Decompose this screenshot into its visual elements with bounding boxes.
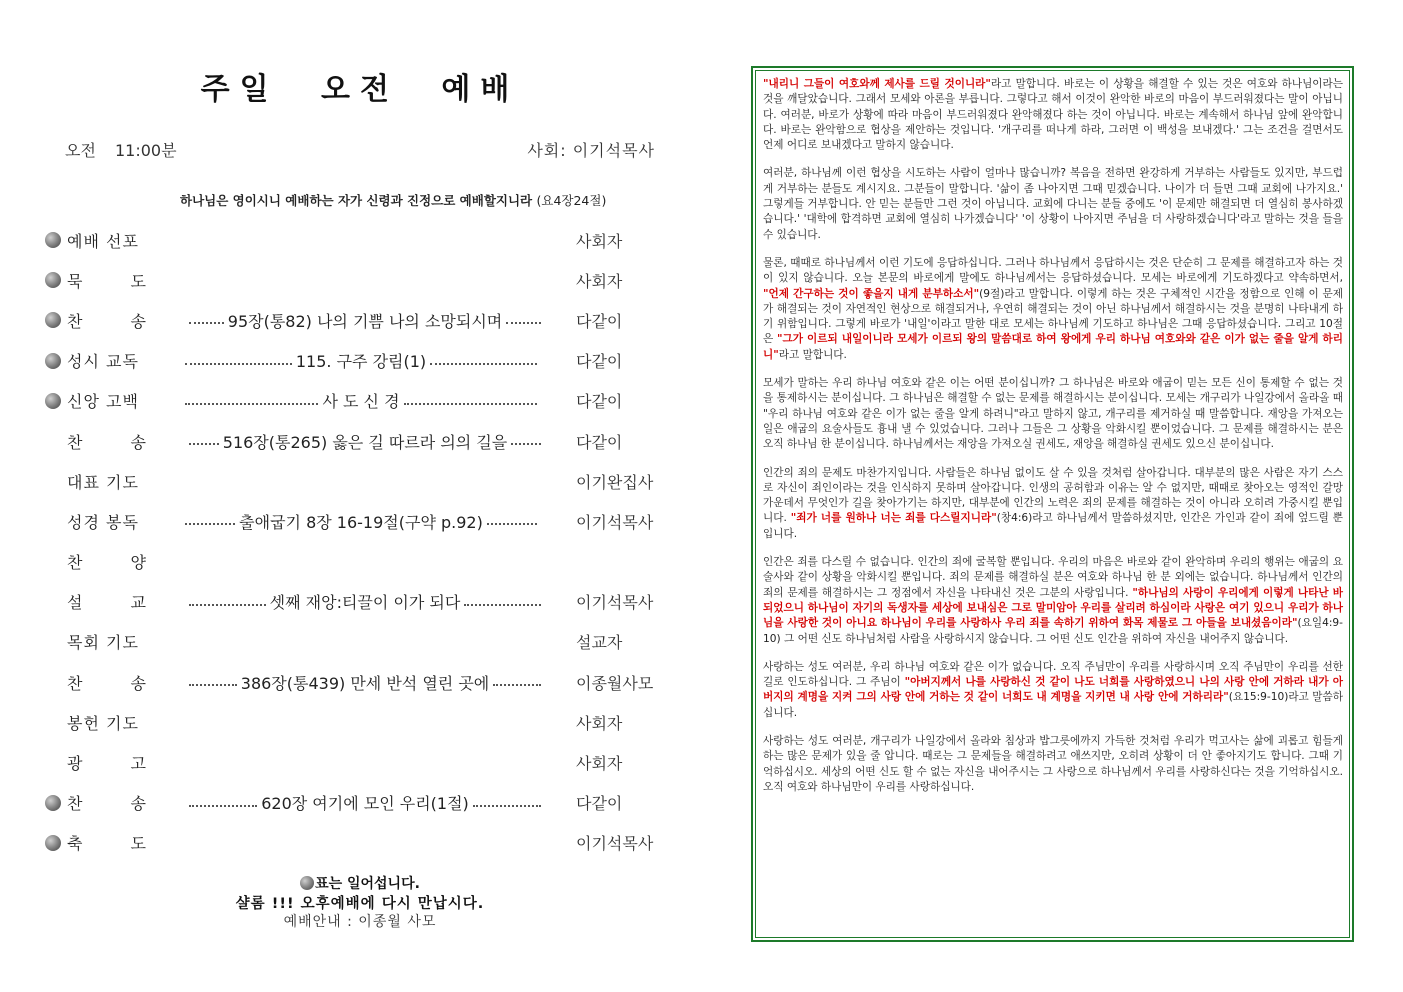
sermon-text-run: (요15:9-10)라고 말씀하십니다.	[763, 691, 1343, 719]
sermon-text-run: 사랑하는 성도 여러분, 개구리가 나일강에서 올라와 침상과 밥그릇에까지 가득한 것처럼 우리가 먹고사는 삶에 괴롭고 힘들게 하는 많은 문제가 있을 줄 압니다. 때로는 그 문제들을 해결하려고 애쓰지만, 오히려 상황이 더 안 좋아지기도 합니다. 그때 기억하십시오. 세상의 어떤 신도 할 수 없는 자신을 내어주시는 그 사랑으로 하나님께서 우리를 사랑하신다는 것을 기억하십시오. 오직 여호와 하나님만이 우리를 사랑하십니다.	[763, 734, 1343, 793]
sermon-paragraph	[763, 256, 1343, 363]
order-item-name: 찬 송	[67, 432, 147, 452]
order-item-leader: 다같이	[576, 794, 623, 814]
order-item-name: 신앙 고백	[67, 392, 139, 412]
sermon-paragraph	[763, 734, 1343, 795]
sermon-text	[755, 70, 1350, 938]
order-item	[45, 582, 675, 622]
sermon-text-run: (9절)라고 말합니다. 이렇게 하는 것은 구체적인 시간을 정함으로 인해 이 문제가 해결되는 것이 자연적인 현상으로 해결되거나, 우연히 해결되는 것이 아닌 하나님께서 해결하시는 것을 분명히 나타내게 하기 위함입니다. 그렇게 바로가 '내일'이라고 말한 대로 모세는 하나님께 기도하고 하나님은 그때 응답하셨습니다. 그리고 10절은	[763, 287, 1343, 346]
sermon-paragraph	[763, 376, 1343, 452]
order-item-text: 115. 구주 강림(1)	[295, 352, 427, 372]
order-item	[45, 823, 675, 863]
sermon-text-run: 인간은 죄를 다스릴 수 없습니다. 인간의 죄에 굴복할 뿐입니다. 우리의 마음은 바로와 같이 완악하며 우리의 행위는 애굽의 요술사와 같이 상황을 악화시킬 뿐입니다. 죄의 문제를 해결하실 분은 여호와 하나님 한 분 외에는 없습니다. 하나님께서 인간의 죄의 문제를 해결하시는 그 정점에서 자신을 나타내신 것은 그분의 사랑입니다.	[763, 556, 1343, 599]
sermon-paragraph	[763, 555, 1343, 647]
scripture-quote: "그가 이르되 내일이니라 모세가 이르되 왕의 말씀대로 하여 왕에게 우리 하나님 여호와와 같은 이가 없는 줄을 알게 하리니"	[763, 333, 1343, 361]
leader-dots	[506, 322, 541, 324]
order-item-detail	[181, 480, 541, 482]
order-item-leader: 이기완집사	[576, 472, 654, 492]
sermon-text-run: 물론, 때때로 하나님께서 이런 기도에 응답하십니다. 그러나 하나님께서 응답하시는 것은 단순히 그 문제를 해결하고자 하는 것이 있지 않습니다. 오늘 본문의 바로에게 말에도 하나님께서는 응답하셨습니다. 모세는 바로에게 기도하겠다고 약속하면서,	[763, 256, 1343, 285]
order-item-text: 사 도 신 경	[322, 392, 400, 412]
order-item-detail	[185, 279, 545, 281]
sermon-text-run: 여러분, 하나님께 이런 협상을 시도하는 사람이 얼마나 많습니까? 복음을 전하면 완강하게 거부하는 사람들도 있지만, 부드럽게 거부하는 분들도 계시지요. 그분들이 말합니다. '삶이 좀 나아지면 그때 믿겠습니다. 나이가 더 들면 그때 교회에 나가지요.' 그렇게들 거부합니다. 안 믿는 분들만 그런 것이 아닙니다. 교회에 다니는 분들 중에도 '이 문제만 해결되면 더 열심히 봉사하겠습니다.' '대학에 합격하면 교회에 열심히 나가겠습니다' '이 상황이 나아지면 주님을 더 사랑하겠습니다'라고 말하는 것을 들을 수 있습니다.	[763, 167, 1343, 241]
order-item-name: 광 고	[67, 754, 147, 774]
sermon-paragraph	[763, 77, 1343, 153]
leader-dots	[185, 523, 235, 525]
leader-dots	[464, 604, 541, 606]
leader-dots	[189, 805, 257, 807]
sermon-text-run: 라고 말합니다.	[778, 348, 847, 361]
order-item-detail	[181, 641, 541, 643]
standing-bullet-icon	[300, 876, 314, 890]
order-item-leader: 이종월사모	[576, 673, 654, 693]
order-item-name: 찬 송	[67, 311, 147, 331]
order-item-leader: 이기석목사	[576, 512, 654, 532]
standing-note	[40, 873, 680, 893]
order-item	[45, 461, 675, 501]
order-item-detail	[181, 389, 541, 412]
order-item-leader: 설교자	[576, 633, 623, 653]
order-item	[45, 542, 675, 582]
verse-text: 하나님은 영이시니 예배하는 자가 신령과 진정으로 예배할지니라	[180, 193, 533, 208]
sermon-text-run: (요일4:9-10) 그 어떤 신도 하나님처럼 사람을 사랑하시지 않습니다. 그 어떤 신도 인간을 위하여 자신을 내어주지 않습니다.	[763, 617, 1343, 645]
order-item-leader: 다같이	[576, 432, 623, 452]
order-item-name: 예배 선포	[67, 231, 139, 251]
sermon-text-run: (창4:6)라고 하나님께서 말씀하셨지만, 인간은 가인과 같이 죄에 엎드릴 뿐입니다.	[763, 512, 1343, 540]
order-item-name: 찬 송	[67, 794, 147, 814]
presider: 사회: 이기석목사	[527, 141, 655, 160]
order-item-name: 목회 기도	[67, 633, 139, 653]
standing-bullet-icon	[45, 232, 61, 248]
order-item-detail	[181, 510, 541, 533]
sermon-paragraph	[763, 166, 1343, 242]
farewell-text: 샬롬 !!! 오후예배에 다시 만납시다.	[235, 896, 485, 912]
standing-bullet-icon	[45, 393, 61, 409]
leader-dots	[189, 604, 266, 606]
scripture-quote: "죄가 너를 원하나 너는 죄를 다스릴지니라"	[790, 512, 997, 525]
order-item-leader: 사회자	[576, 754, 623, 774]
order-item-text: 셋째 재앙:티끌이 이가 되다	[269, 593, 461, 613]
order-item-leader: 다같이	[576, 392, 623, 412]
order-item-leader: 사회자	[576, 231, 623, 251]
order-item-leader: 이기석목사	[576, 593, 654, 613]
order-item-name: 찬 송	[67, 673, 147, 693]
page-title: 주일 오전 예배	[200, 72, 520, 107]
leader-dots	[189, 443, 219, 445]
order-item-text: 출애굽기 8장 16-19절(구약 p.92)	[239, 512, 483, 532]
order-item-detail	[185, 561, 545, 563]
order-item-detail	[185, 791, 545, 814]
order-item-detail	[185, 762, 545, 764]
order-item-leader: 사회자	[576, 271, 623, 291]
leader-dots	[189, 322, 224, 324]
scripture-quote: "내리니 그들이 여호와께 제사를 드릴 것이니라"	[763, 78, 991, 90]
standing-bullet-icon	[45, 272, 61, 288]
order-item-leader: 다같이	[576, 352, 623, 372]
order-item-name: 대표 기도	[67, 472, 139, 492]
scripture-quote: "아버지께서 나를 사랑하신 것 같이 나도 너희를 사랑하였으니 나의 사랑 안에 거하라 내가 아버지의 계명을 지켜 그의 사랑 안에 거하는 것 같이 너희도 내 계명을 지키면 내 사랑 안에 거하리라"	[763, 676, 1344, 704]
order-item	[45, 381, 675, 421]
order-item-name: 축 도	[67, 834, 147, 854]
sermon-text-run: 라고 말합니다. 바로는 이 상황을 해결할 수 있는 것은 여호와 하나님이라는 것을 깨달았습니다. 그래서 모세와 아론을 부릅니다. 그렇다고 해서 이것이 완악한 바로의 마음이 부드러워졌다는 말이 아닙니다. 여러분, 바로가 상황에 따라 마음이 부드러워졌다 완악해졌다 하는 것이 아닙니다. 바로는 계속해서 하나님 앞에 완악합니다. 바로는 완악함으로 협상을 제안하는 것입니다. '개구리를 떠나게 하라, 그러면 이 백성을 보내겠다.' 그는 조건을 걸면서도 언제 어디로 보내겠다고 말하지 않습니다.	[763, 78, 1344, 152]
leader-dots	[185, 363, 292, 365]
leader-dots	[430, 363, 537, 365]
leader-dots	[511, 443, 541, 445]
order-item-text: 620장 여기에 모인 우리(1절)	[261, 794, 469, 814]
order-item	[45, 300, 675, 340]
leader-dots	[473, 805, 541, 807]
order-item-detail	[185, 842, 545, 844]
sermon-panel	[751, 66, 1354, 942]
sermon-text-run: 모세가 말하는 우리 하나님 여호와 같은 이는 어떤 분이십니까? 그 하나님은 바로와 애굽이 믿는 모든 신이 통제할 수 없는 것을 통제하시는 분이십니다. 그 하나님은 해결할 수 없는 문제를 해결하시는 분이십니다. 모세는 개구리가 나일강에서 올라올 때 "우리 하나님 여호와 같은 이가 없는 줄을 알게 하려니"라고 말하지 않고, 개구리를 제거하실 때 말씀합니다. 재앙을 가져오는 일은 애굽의 요술사들도 흉내 낼 수 있었습니다. 그러나 그들은 그 상황을 악화시킬 뿐이었습니다. 그 문제를 해결하시는 분은 오직 하나님 한 분이십니다. 하나님께서는 재앙을 가져오실 권세도, 재앙을 해결하실 권세도 있으신 분이십니다.	[763, 377, 1343, 451]
order-item-name: 봉헌 기도	[67, 713, 139, 733]
order-item-leader: 이기석목사	[576, 834, 654, 854]
order-item-text: 95장(통82) 나의 기쁨 나의 소망되시며	[227, 311, 503, 331]
leader-dots	[493, 684, 541, 686]
standing-bullet-icon	[45, 835, 61, 851]
leader-dots	[189, 684, 237, 686]
leader-dots	[404, 403, 537, 405]
leader-dots	[487, 523, 537, 525]
order-item-name: 성시 교독	[67, 352, 139, 372]
order-item-name: 성경 봉독	[67, 512, 139, 532]
worship-guide: 예배안내 : 이종월 사모	[283, 914, 437, 930]
order-item-detail	[181, 721, 541, 723]
standing-bullet-icon	[45, 795, 61, 811]
service-time: 오전 11:00분	[65, 141, 177, 160]
order-item-detail	[181, 239, 541, 241]
standing-note-text: 표는 일어섭니다.	[315, 876, 420, 892]
order-item-leader: 다같이	[576, 311, 623, 331]
order-item	[45, 702, 675, 742]
order-item-name: 묵 도	[67, 271, 147, 291]
order-item	[45, 622, 675, 662]
sermon-text-run: 인간의 죄의 문제도 마찬가지입니다. 사람들은 하나님 없이도 살 수 있을 것처럼 살아갑니다. 대부분의 많은 사람은 자기 스스로 자신이 죄인이라는 것을 인식하지 못하며 살아갑니다. 인생의 공허함과 이유는 알 수 없지만, 때때로 찾아오는 영적인 갈망 가운데서 무엇인가 길을 찾아가기는 하지만, 대부분에 인간의 노력은 죄의 문제를 해결하는 것이 아니라 오히려 가중시킬 뿐입니다.	[763, 466, 1343, 525]
order-item-name: 찬 양	[67, 553, 147, 573]
order-item	[45, 341, 675, 381]
leader-dots	[185, 403, 318, 405]
verse-ref: (요4장24절)	[536, 193, 607, 208]
order-item	[45, 662, 675, 702]
scripture-quote: "하나님의 사랑이 우리에게 이렇게 나타난 바 되었으니 하나님이 자기의 독생자를 세상에 보내심은 그로 말미암아 우리를 살리려 하심이라 사랑은 여기 있으니 우리가 하나님을 사랑한 것이 아니요 하나님이 우리를 사랑하사 우리 죄를 속하기 위하여 화목 제물로 그 아들을 보내셨음이라"	[763, 586, 1343, 630]
order-item-text: 386장(통439) 만세 반석 열린 곳에	[240, 673, 490, 693]
order-item-leader: 사회자	[576, 713, 623, 733]
order-item-detail	[185, 309, 545, 332]
order-item-name: 설 교	[67, 593, 147, 613]
order-item-detail	[185, 590, 545, 613]
order-item-detail	[181, 349, 541, 372]
standing-bullet-icon	[45, 353, 61, 369]
worship-order-page	[40, 0, 680, 992]
order-item-text: 516장(통265) 옳은 길 따르라 의의 길을	[222, 432, 508, 452]
sermon-text-run: 사랑하는 성도 여러분, 우리 하나님 여호와 같은 이가 없습니다. 오직 주님만이 우리를 사랑하시며 오직 주님만이 우리를 선한 길로 인도하십니다. 그 주님이	[763, 660, 1343, 689]
standing-bullet-icon	[45, 312, 61, 328]
order-item	[45, 220, 675, 260]
order-item	[45, 742, 675, 782]
theme-verse	[180, 191, 606, 209]
sermon-paragraph	[763, 660, 1343, 721]
order-item-detail	[185, 671, 545, 694]
order-item	[45, 783, 675, 823]
scripture-quote: "언제 간구하는 것이 좋을지 내게 분부하소서"	[763, 287, 980, 300]
sermon-paragraph	[763, 466, 1343, 542]
order-item	[45, 421, 675, 461]
order-item-detail	[185, 430, 545, 453]
order-of-service	[45, 220, 675, 863]
order-item	[45, 260, 675, 300]
order-item	[45, 501, 675, 541]
